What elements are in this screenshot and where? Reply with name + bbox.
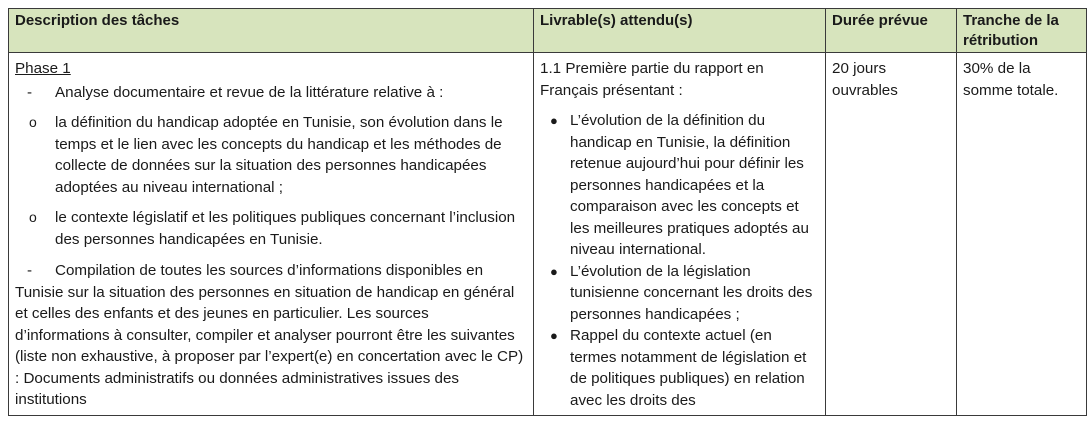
- duration-text: 20 jours ouvrables: [832, 60, 898, 99]
- tranche-cell: [957, 53, 1087, 416]
- task-text: Compilation de toutes les sources d’informations disponibles en Tunisie sur la situation des personnes en situation de handicap en général et celles des enfants et des jeunes en particulier. Les sources d’informations à consulter, compiler et analyser pourront être les suivantes (liste non exhaustive, à proposer par l’expert(e) en concertation avec le CP) : Documents administratifs ou données administratives issues des institutions: [15, 262, 524, 408]
- sub-item-text: la définition du handicap adoptée en Tunisie, son évolution dans le temps et le lien avec les concepts du handicap et les méthodes de collecte de données sur la situation des personnes handicapées adoptées au niveau international ;: [55, 114, 503, 196]
- header-duration: Durée prévue: [826, 9, 957, 53]
- header-tranche: Tranche de la rétribution: [957, 9, 1087, 53]
- sub-item-text: le contexte législatif et les politiques publiques concernant l’inclusion des personnes handicapées en Tunisie.: [55, 209, 516, 248]
- phase-title: Phase 1: [15, 60, 71, 77]
- table-row: [9, 53, 1087, 416]
- bullet-marker: ●: [550, 263, 558, 279]
- deliverable-intro: 1.1 Première partie du rapport en Français présentant :: [540, 60, 764, 99]
- task-item: [15, 82, 527, 104]
- header-row: [9, 9, 1087, 53]
- circle-marker: o: [29, 209, 37, 225]
- deliverable-bullet: [540, 261, 819, 326]
- bullet-text: Rappel du contexte actuel (en termes notamment de législation et de politiques publiques) en relation avec les droits des: [570, 327, 807, 409]
- header-deliverables: Livrable(s) attendu(s): [534, 9, 826, 53]
- sub-item: [15, 112, 527, 198]
- dash-marker: -: [27, 83, 33, 101]
- circle-marker: o: [29, 114, 37, 130]
- task-text: Analyse documentaire et revue de la littérature relative à :: [55, 83, 444, 101]
- bullet-marker: ●: [550, 328, 558, 343]
- description-cell: [9, 53, 534, 416]
- header-description: Description des tâches: [9, 9, 534, 53]
- sub-item: [15, 207, 527, 250]
- dash-marker: -: [27, 262, 33, 279]
- bullet-marker: ●: [550, 113, 558, 128]
- tasks-table: [8, 8, 1087, 416]
- deliverable-bullet: [540, 110, 819, 261]
- duration-cell: [826, 53, 957, 416]
- deliverables-cell: [534, 53, 826, 416]
- bullet-text: L’évolution de la définition du handicap en Tunisie, la définition retenue aujourd’hui pour définir les personnes handicapées et la comparaison avec les concepts et les meilleures pratiques adoptés au niveau international.: [570, 112, 809, 258]
- tranche-text: 30% de la somme totale.: [963, 60, 1059, 99]
- task-item: [15, 260, 527, 411]
- bullet-text: L’évolution de la législation tunisienne concernant les droits des personnes handicapées ;: [570, 262, 813, 323]
- deliverable-bullet: [540, 325, 819, 411]
